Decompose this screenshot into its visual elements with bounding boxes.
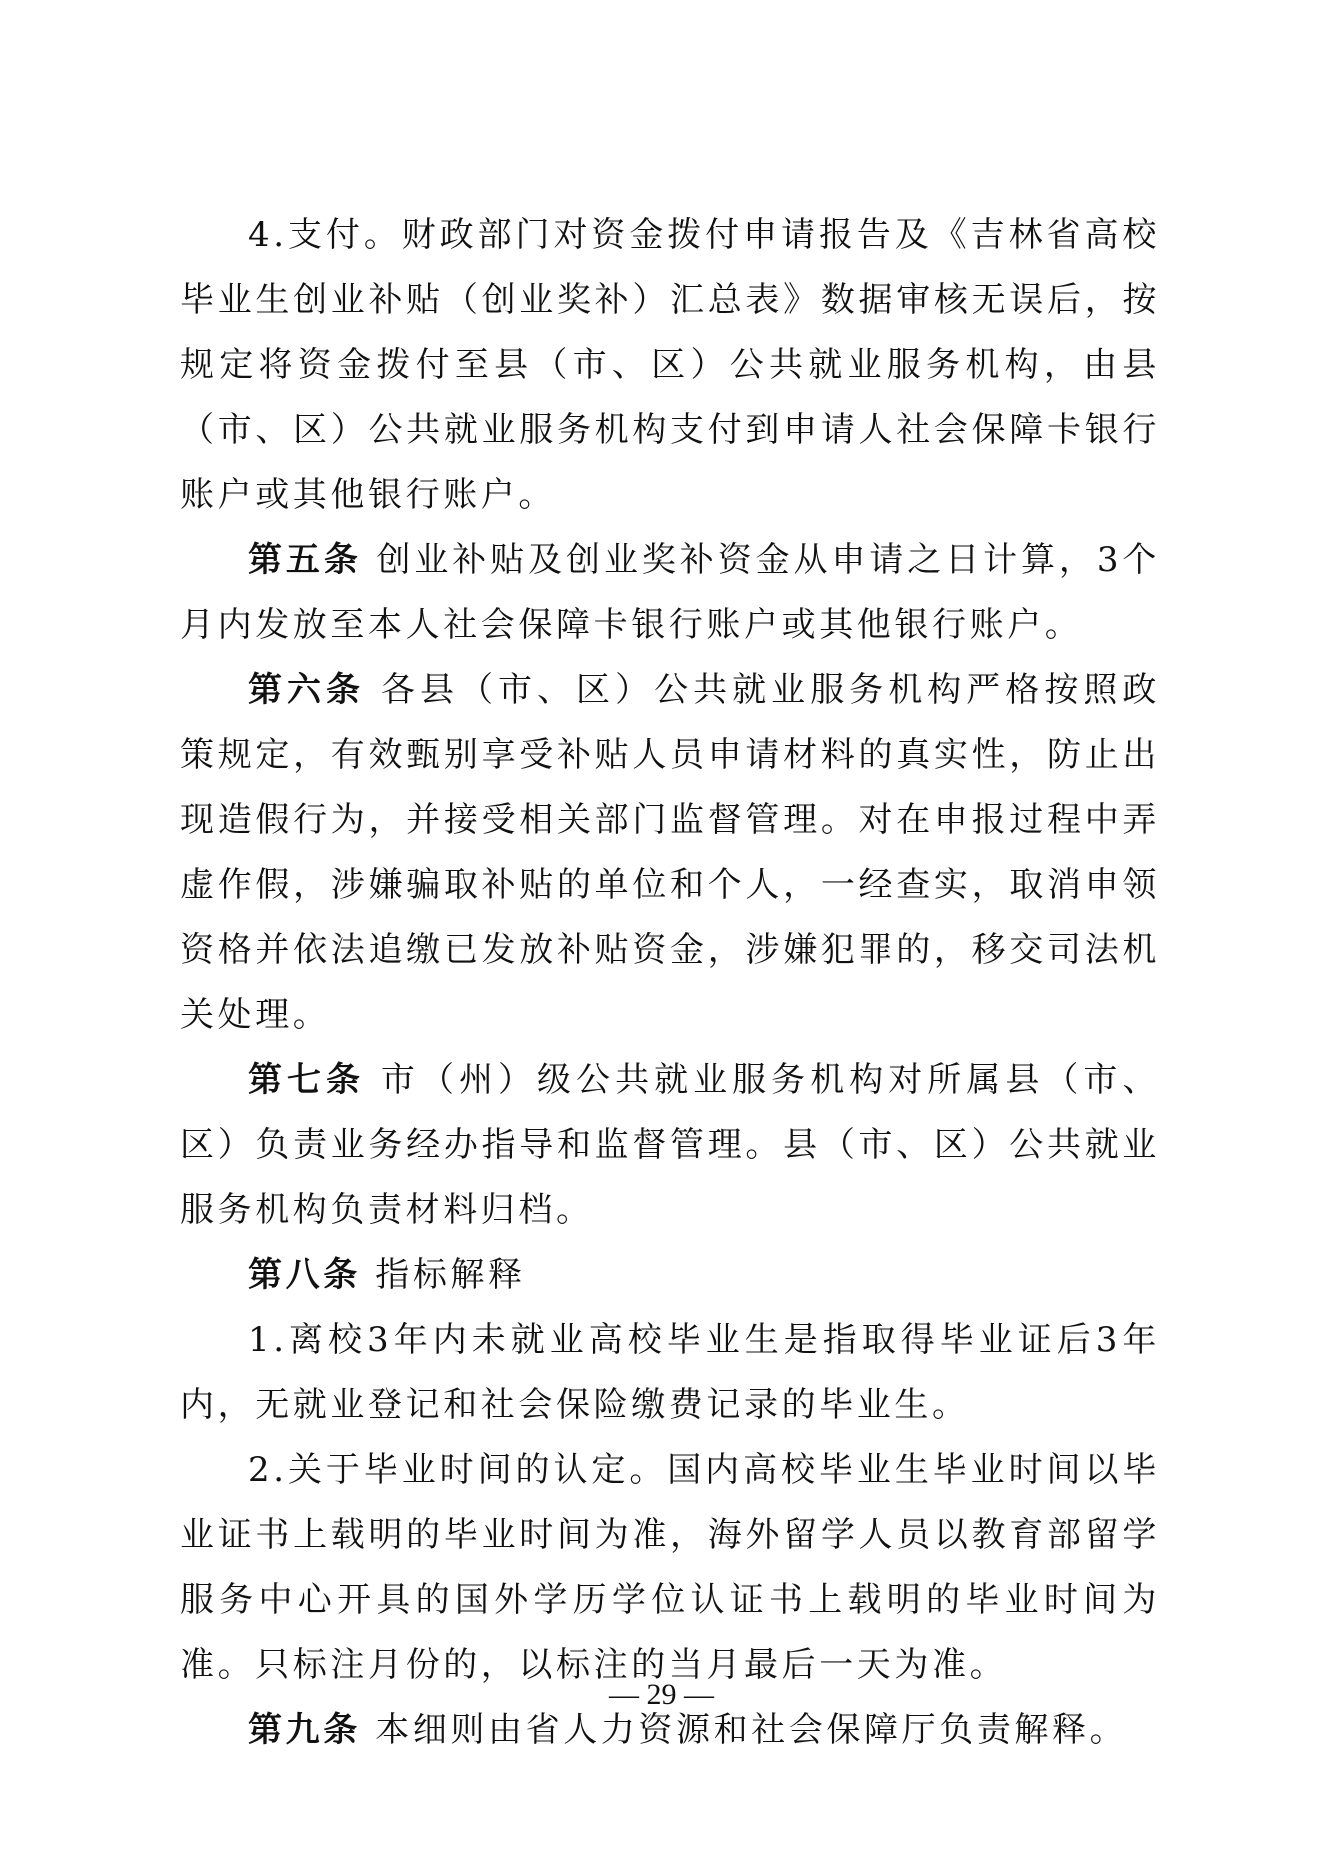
paragraph-text: 各县（市、区）公共就业服务机构严格按照政策规定，有效甄别享受补贴人员申请材料的真实性，防止出现造假行为，并接受相关部门监督管理。对在申报过程中弄虚作假，涉嫌骗取补贴的单位和个人，一经查实，取消申领资格并依法追缴已发放补贴资金，涉嫌犯罪的，移交司法机关处理。	[180, 670, 1160, 1035]
document-body	[180, 203, 1160, 1763]
article-label: 第五条	[248, 540, 362, 580]
article-label: 第六条	[248, 670, 366, 710]
paragraph-definition-2	[180, 1438, 1160, 1698]
paragraph-text: 4.支付。财政部门对资金拨付申请报告及《吉林省高校毕业生创业补贴（创业奖补）汇总表》数据审核无误后，按规定将资金拨付至县（市、区）公共就业服务机构，由县（市、区）公共就业服务机构支付到申请人社会保障卡银行账户或其他银行账户。	[180, 215, 1160, 515]
paragraph-text: 创业补贴及创业奖补资金从申请之日计算，3个月内发放至本人社会保障卡银行账户或其他银行账户。	[180, 540, 1160, 645]
paragraph-text: 2.关于毕业时间的认定。国内高校毕业生毕业时间以毕业证书上载明的毕业时间为准，海外留学人员以教育部留学服务中心开具的国外学历学位认证书上载明的毕业时间为准。只标注月份的，以标注的当月最后一天为准。	[180, 1450, 1160, 1685]
paragraph-text: 指标解释	[375, 1255, 526, 1295]
article-label: 第八条	[248, 1255, 361, 1295]
paragraph-article-5	[180, 528, 1160, 658]
paragraph-text: 本细则由省人力资源和社会保障厅负责解释。	[375, 1710, 1128, 1750]
paragraph-article-7	[180, 1048, 1160, 1243]
paragraph-payment	[180, 203, 1160, 528]
article-label: 第七条	[248, 1060, 366, 1100]
paragraph-article-8	[180, 1243, 1160, 1308]
article-label: 第九条	[248, 1710, 361, 1750]
paragraph-text: 1.离校3年内未就业高校毕业生是指取得毕业证后3年内，无就业登记和社会保险缴费记录的毕业生。	[180, 1320, 1160, 1425]
paragraph-article-6	[180, 658, 1160, 1048]
page-number: — 29 —	[609, 1678, 714, 1711]
paragraph-definition-1	[180, 1308, 1160, 1438]
paragraph-text: 市（州）级公共就业服务机构对所属县（市、区）负责业务经办指导和监督管理。县（市、区）公共就业服务机构负责材料归档。	[180, 1060, 1160, 1230]
